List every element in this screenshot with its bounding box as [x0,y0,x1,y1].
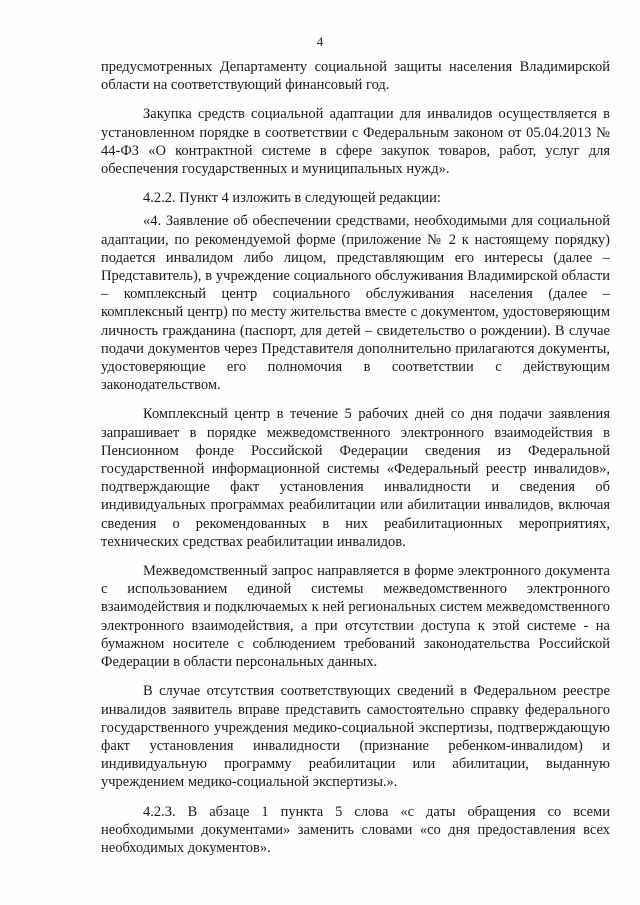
paragraph-point-4-application: «4. Заявление об обеспечении средствами, необходимыми для социальной адаптации, по рекомендуемой форме (приложение № 2 к настоящему порядку) подается инвалидом либо лицом, представляющим его интересы (далее – Представитель), в учреждение социального обслуживания Владимирской области – комплексный центр социального обслуживания населения (далее – комплексный центр) по месту жительства вместе с документом, удостоверяющим личность гражданина (паспорт, для детей – свидетельство о рождении). В случае подачи документов через Представителя дополнительно прилагаются документы, удостоверяющие его полномочия в соответствии с действующим законодательством. [101,213,610,394]
paragraph-clause-4-2-2: 4.2.2. Пункт 4 изложить в следующей редакции: [143,190,441,207]
paragraph-continuation: предусмотренных Департаменту социальной защиты населения Владимирской области на соответствующий финансовый год. [101,59,610,94]
paragraph-clause-4-2-3: 4.2.3. В абзаце 1 пункта 5 слова «с даты обращения со всеми необходимыми документами» заменить словами «со дня предоставления всех необходимых документов». [101,803,610,856]
document-body [101,58,610,868]
paragraph-missing-records: В случае отсутствия соответствующих сведений в Федеральном реестре инвалидов заявитель вправе представить самостоятельно справку федерального государственного учреждения медико-социальной экспертизы, подтверждающую факт установления инвалидности (признание ребенком-инвалидом) и индивидуальную программу реабилитации или абилитации, выданную учреждением медико-социальной экспертизы.». [101,683,610,791]
paragraph-procurement: Закупка средств социальной адаптации для инвалидов осуществляется в установленном порядке в соответствии с Федеральным законом от 05.04.2013 № 44-ФЗ «О контрактной системе в сфере закупок товаров, работ, услуг для обеспечения государственных и муниципальных нужд». [101,106,610,178]
page-number: 4 [316,34,324,49]
paragraph-interagency-request: Межведомственный запрос направляется в форме электронного документа с использованием единой системы межведомственного электронного взаимодействия и подключаемых к ней региональных систем межведомственного электронного взаимодействия, а при отсутствии доступа к этой системе - на бумажном носителе с соблюдением требований законодательства Российской Федерации в области персональных данных. [101,563,610,671]
paragraph-complex-center-request: Комплексный центр в течение 5 рабочих дней со дня подачи заявления запрашивает в порядке межведомственного электронного взаимодействия в Пенсионном фонде Российской Федерации сведения из Федеральной государственной информационной системы «Федеральный реестр инвалидов», подтверждающие факт установления инвалидности и сведения об индивидуальных программах реабилитации или абилитации инвалидов, включая сведения о рекомендованных в них реабилитационных мероприятиях, технических средствах реабилитации инвалидов. [101,406,610,550]
